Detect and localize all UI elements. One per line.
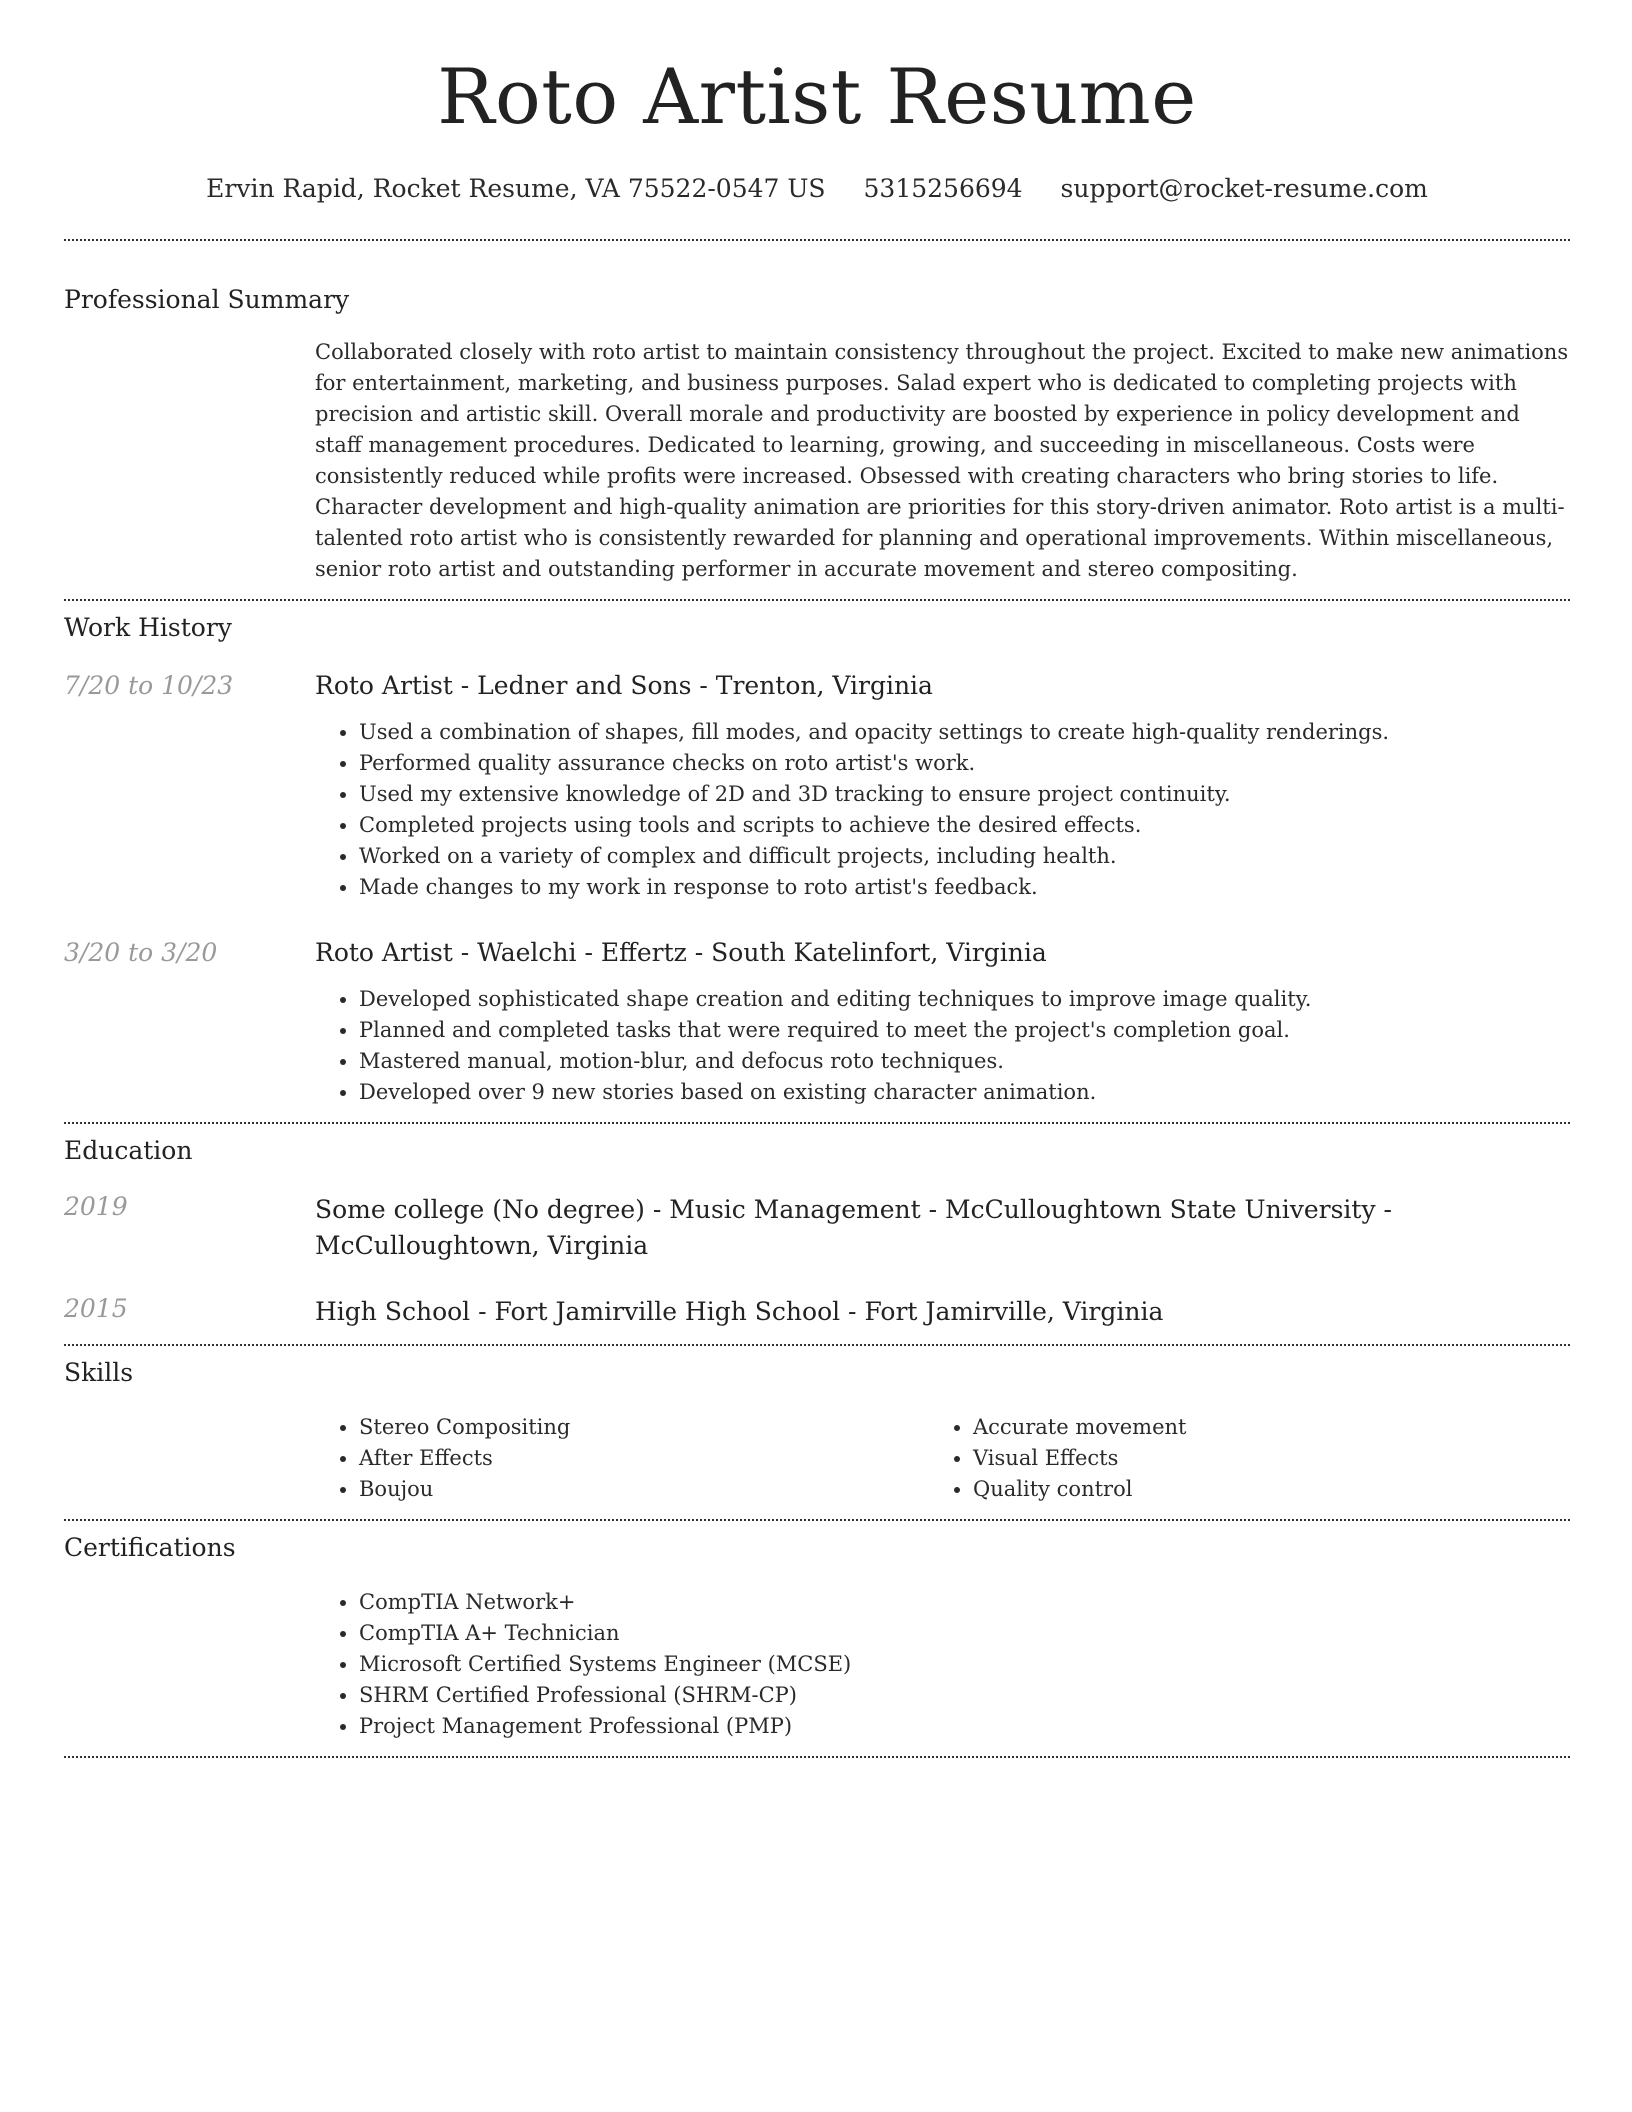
resume-page [64,0,1570,1758]
certification-item: • SHRM Certified Professional (SHRM-CP) [359,1680,1570,1711]
skill-item: • Visual Effects [973,1443,1543,1474]
contact-phone: 5315256694 [863,174,1023,203]
job-dates: 3/20 to 3/20 [64,938,218,967]
divider [64,599,1570,601]
contact-email: support@rocket-resume.com [1060,174,1428,203]
job-title: Roto Artist - Ledner and Sons - Trenton, Virginia [315,671,933,700]
certification-item: • CompTIA A+ Technician [359,1618,1570,1649]
divider [64,1519,1570,1521]
education-year: 2019 [64,1192,128,1221]
page-title: Roto Artist Resume [437,52,1197,141]
list-item: • Performed quality assurance checks on roto artist's work. [359,748,1570,779]
certification-item: • Microsoft Certified Systems Engineer (MCSE) [359,1649,1570,1680]
certification-item: • Project Management Professional (PMP) [359,1711,1570,1742]
section-title-summary: Professional Summary [64,285,350,314]
section-title-work-history: Work History [64,613,232,642]
list-item: • Made changes to my work in response to roto artist's feedback. [359,872,1570,903]
certification-item: • CompTIA Network+ [359,1587,1570,1618]
skills-column-2 [929,1412,1543,1505]
divider [64,239,1570,241]
list-item: • Developed sophisticated shape creation and editing techniques to improve image quality. [359,984,1570,1015]
education-entry [64,1192,1570,1264]
section-title-skills: Skills [64,1358,134,1387]
skills-grid [315,1412,1570,1505]
skill-item: • Stereo Compositing [359,1412,929,1443]
list-item: • Used my extensive knowledge of 2D and 3D tracking to ensure project continuity. [359,779,1570,810]
skill-item: • Boujou [359,1474,929,1505]
divider [64,1344,1570,1346]
certifications-section [64,1533,1570,1742]
summary-section [64,285,1570,585]
section-title-certifications: Certifications [64,1533,236,1562]
skill-item: • After Effects [359,1443,929,1474]
section-title-education: Education [64,1136,193,1165]
summary-text: Collaborated closely with roto artist to maintain consistency throughout the project. Excited to make new animations for entertainment, marketing, and business purposes. Salad expert who is dedicated to completing projects with precision and artistic skill. Overall morale and productivity are boosted by experience in policy development and staff management procedures. Dedicated to learning, growing, and succeeding in miscellaneous. Costs were consistently reduced while profits were increased. Obsessed with creating characters who bring stories to life. Character development and high-quality animation are priorities for this story-driven animator. Roto artist is a multi-talented roto artist who is consistently rewarded for planning and operational improvements. Within miscellaneous, senior roto artist and outstanding performer in accurate movement and stereo compositing. [315,340,1569,581]
education-section [64,1136,1570,1330]
education-degree: Some college (No degree) - Music Management [315,1195,921,1224]
job-entry [64,671,1570,903]
education-degree: High School [315,1297,471,1326]
skills-column-1 [315,1412,929,1505]
list-item: • Worked on a variety of complex and difficult projects, including health. [359,841,1570,872]
skills-section [64,1358,1570,1505]
divider [64,1122,1570,1124]
contact-address: Ervin Rapid, Rocket Resume, VA 75522-0547 US [206,174,826,203]
education-entry [64,1294,1570,1330]
list-item: • Used a combination of shapes, fill modes, and opacity settings to create high-quality renderings. [359,717,1570,748]
list-item: • Completed projects using tools and scripts to achieve the desired effects. [359,810,1570,841]
job-entry [64,938,1570,1108]
education-school: - McCulloughtown State University - McCulloughtown, Virginia [315,1195,1392,1260]
job-bullets [315,717,1570,903]
education-year: 2015 [64,1294,128,1323]
certifications-list [315,1587,1570,1742]
work-history-section [64,613,1570,1108]
list-item: • Planned and completed tasks that were required to meet the project's completion goal. [359,1015,1570,1046]
skill-item: • Accurate movement [973,1412,1543,1443]
job-bullets [315,984,1570,1108]
job-title: Roto Artist - Waelchi - Effertz - South Katelinfort, Virginia [315,938,1047,967]
contact-line [64,174,1570,204]
list-item: • Mastered manual, motion-blur, and defocus roto techniques. [359,1046,1570,1077]
job-dates: 7/20 to 10/23 [64,671,234,700]
skill-item: • Quality control [973,1474,1543,1505]
education-school: - Fort Jamirville High School - Fort Jamirville, Virginia [470,1297,1164,1326]
list-item: • Developed over 9 new stories based on existing character animation. [359,1077,1570,1108]
divider [64,1756,1570,1758]
